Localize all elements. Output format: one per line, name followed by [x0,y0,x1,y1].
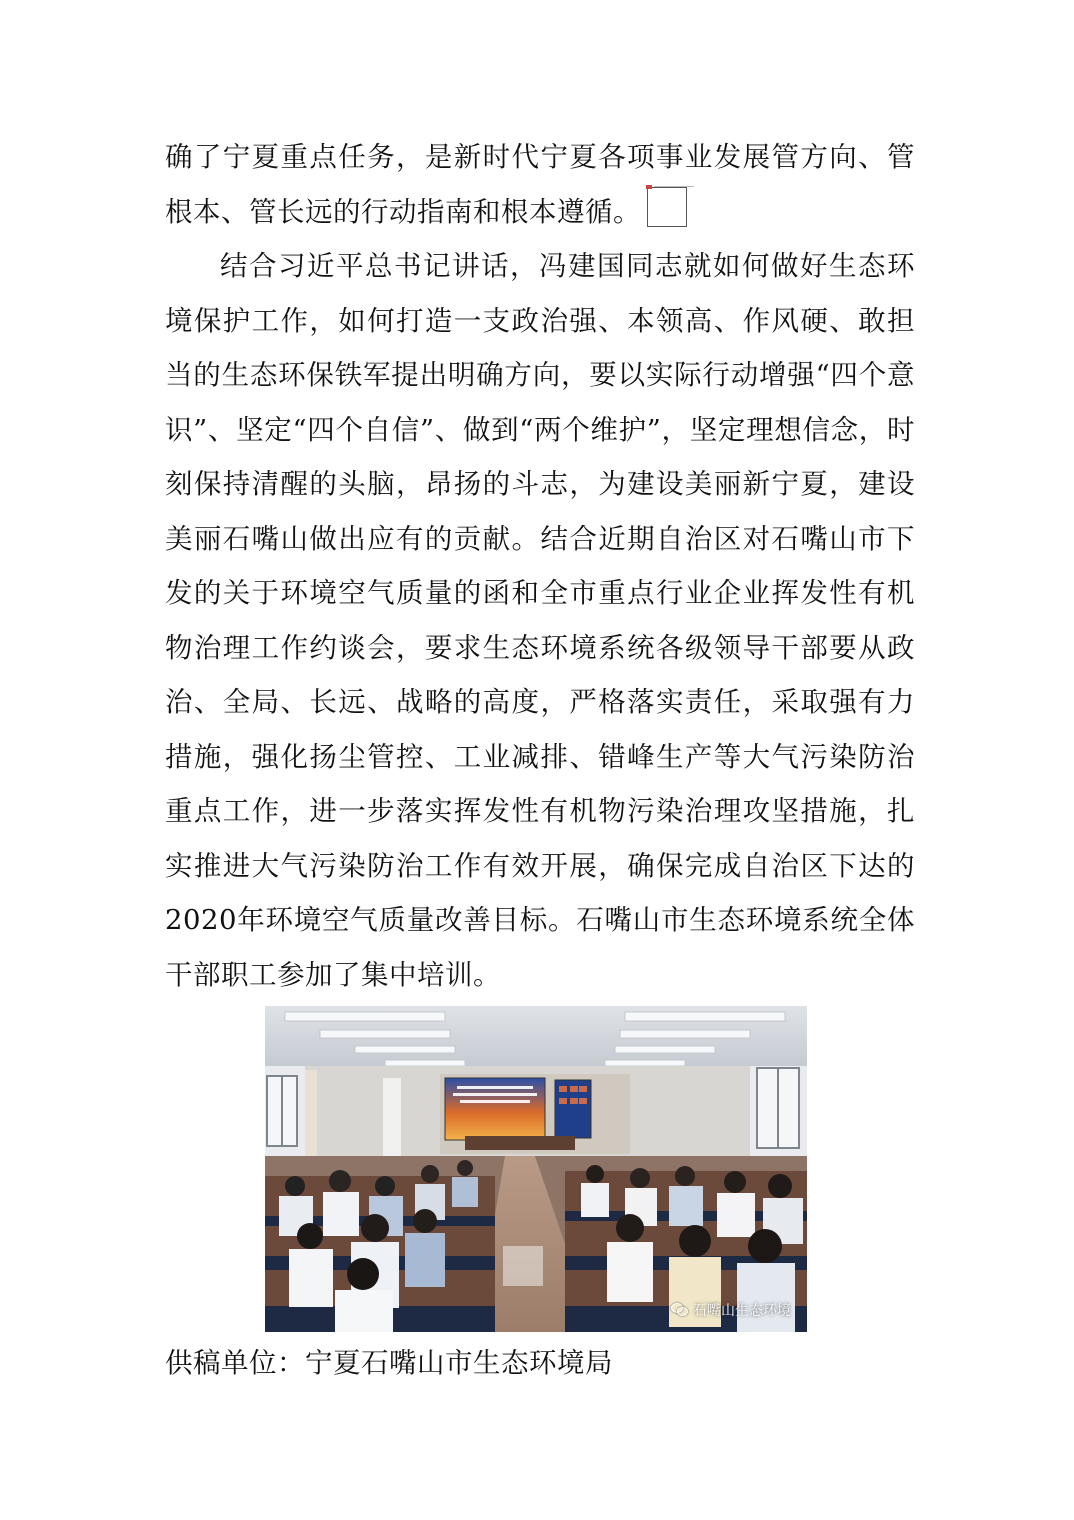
meeting-room-illustration [265,1006,807,1332]
paragraph-continued [165,130,915,239]
paragraph-1-text: 确了宁夏重点任务，是新时代宁夏各项事业发展管方向、管根本、管长远的行动指南和根本遵循。 [165,141,915,228]
image-anchor-box [647,187,687,227]
meeting-photo [265,1006,807,1332]
wechat-icon [671,1303,689,1317]
photo-watermark [671,1300,791,1320]
source-caption: 供稿单位：宁夏石嘴山市生态环境局 [165,1347,613,1379]
watermark-text: 石嘴山生态环境 [693,1303,791,1319]
paragraph-2: 结合习近平总书记讲话，冯建国同志就如何做好生态环境保护工作，如何打造一支政治强、本领高、作风硬、敢担当的生态环保铁军提出明确方向，要以实际行动增强“四个意识”、坚定“四个自信”、做到“两个维护”，坚定理想信念，时刻保持清醒的头脑，昂扬的斗志，为建设美丽新宁夏，建设美丽石嘴山做出应有的贡献。结合近期自治区对石嘴山市下发的关于环境空气质量的函和全市重点行业企业挥发性有机物治理工作约谈会，要求生态环境系统各级领导干部要从政治、全局、长远、战略的高度，严格落实责任，采取强有力措施，强化扬尘管控、工业减排、错峰生产等大气污染防治重点工作，进一步落实挥发性有机物污染治理攻坚措施，扎实推进大气污染防治工作有效开展，确保完成自治区下达的2020年环境空气质量改善目标。石嘴山市生态环境系统全体干部职工参加了集中培训。 [165,250,915,991]
article-body [165,130,915,1002]
